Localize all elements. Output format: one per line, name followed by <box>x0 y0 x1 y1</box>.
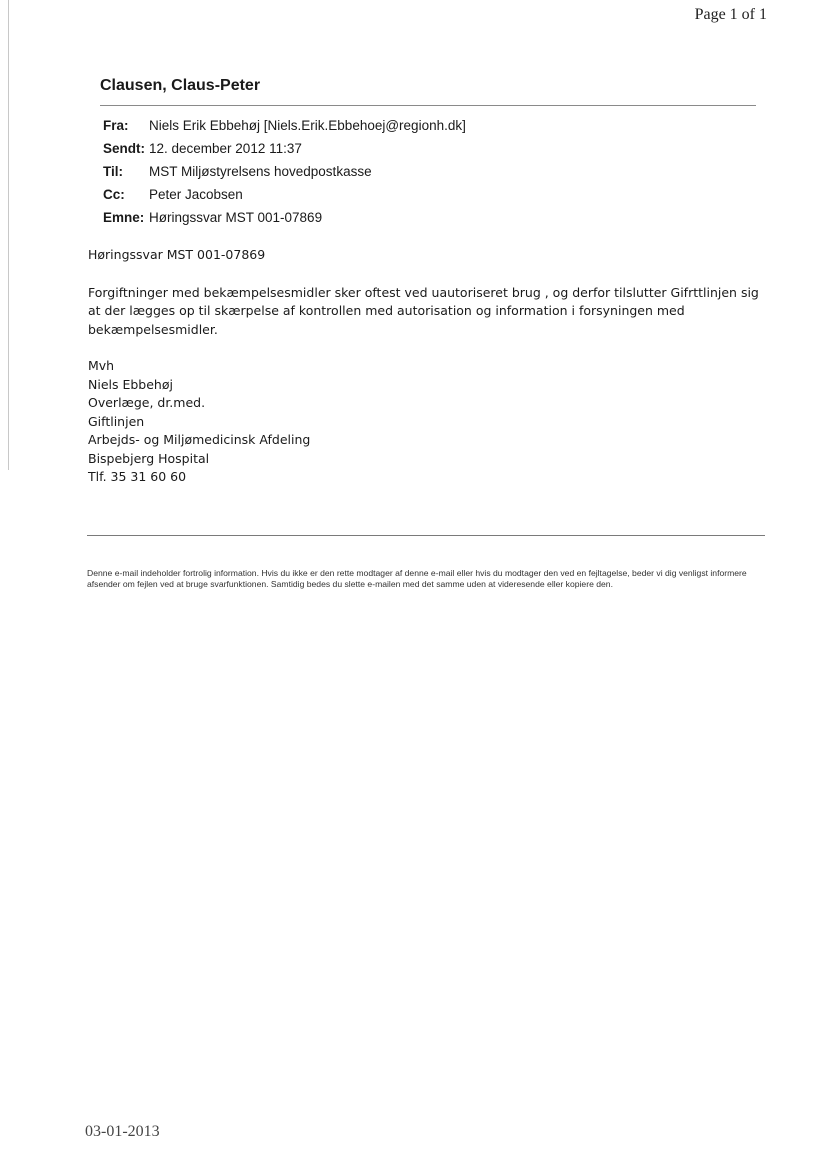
signature-greeting: Mvh <box>88 358 115 373</box>
header-subject-label: Emne: <box>103 210 145 225</box>
footer-divider <box>87 535 765 536</box>
header-from-row <box>103 114 466 137</box>
signature-unit: Giftlinjen <box>88 413 145 429</box>
confidentiality-disclaimer: Denne e-mail indeholder fortrolig information. Hvis du ikke er den rette modtager af denne e-mail eller hvis du modtager den ved en fejltagelse, beder vi dig venligst informere afsender om fejlen ved at bruge svarfunktionen. Samtidig bedes du slette e-mailen med det samme uden at videresende eller kopiere den. <box>87 568 747 589</box>
header-from-value: Niels Erik Ebbehøj [Niels.Erik.Ebbehoej@regionh.dk] <box>149 118 466 133</box>
title-divider <box>100 105 756 106</box>
header-subject-value: Høringssvar MST 001-07869 <box>149 210 323 225</box>
signature-hospital: Bispebjerg Hospital <box>88 450 210 466</box>
header-subject-row <box>103 206 466 229</box>
header-to-label: Til: <box>103 164 123 179</box>
signature-block <box>88 357 768 487</box>
header-cc-row <box>103 183 466 206</box>
email-body <box>88 246 768 487</box>
signature-title: Overlæge, dr.med. <box>88 395 206 410</box>
header-to-value: MST Miljøstyrelsens hovedpostkasse <box>149 164 372 179</box>
header-to-row <box>103 160 466 183</box>
body-subject-line: Høringssvar MST 001-07869 <box>88 247 266 262</box>
header-cc-value: Peter Jacobsen <box>149 187 243 202</box>
body-paragraph: Forgiftninger med bekæmpelsesmidler sker oftest ved uautoriseret brug , og derfor tilslutter Gifrttlinjen sig at der lægges op til skærpelse af kontrollen med autorisation og information i forsyningen med bekæmpelsesmidler. <box>88 284 759 337</box>
signature-name: Niels Ebbehøj <box>88 376 173 392</box>
page-number: Page 1 of 1 <box>694 6 767 23</box>
header-from-label: Fra: <box>103 118 129 133</box>
signature-phone: Tlf. 35 31 60 60 <box>88 469 187 484</box>
header-cc-label: Cc: <box>103 187 125 202</box>
email-header-block <box>103 114 466 229</box>
scan-edge-line <box>8 0 9 470</box>
print-date: 03-01-2013 <box>85 1123 160 1140</box>
header-sent-row <box>103 137 466 160</box>
signature-department: Arbejds- og Miljømedicinsk Afdeling <box>88 432 311 447</box>
header-sent-label: Sendt: <box>103 141 145 156</box>
sender-name-title: Clausen, Claus-Peter <box>100 77 261 94</box>
header-sent-value: 12. december 2012 11:37 <box>149 141 302 156</box>
